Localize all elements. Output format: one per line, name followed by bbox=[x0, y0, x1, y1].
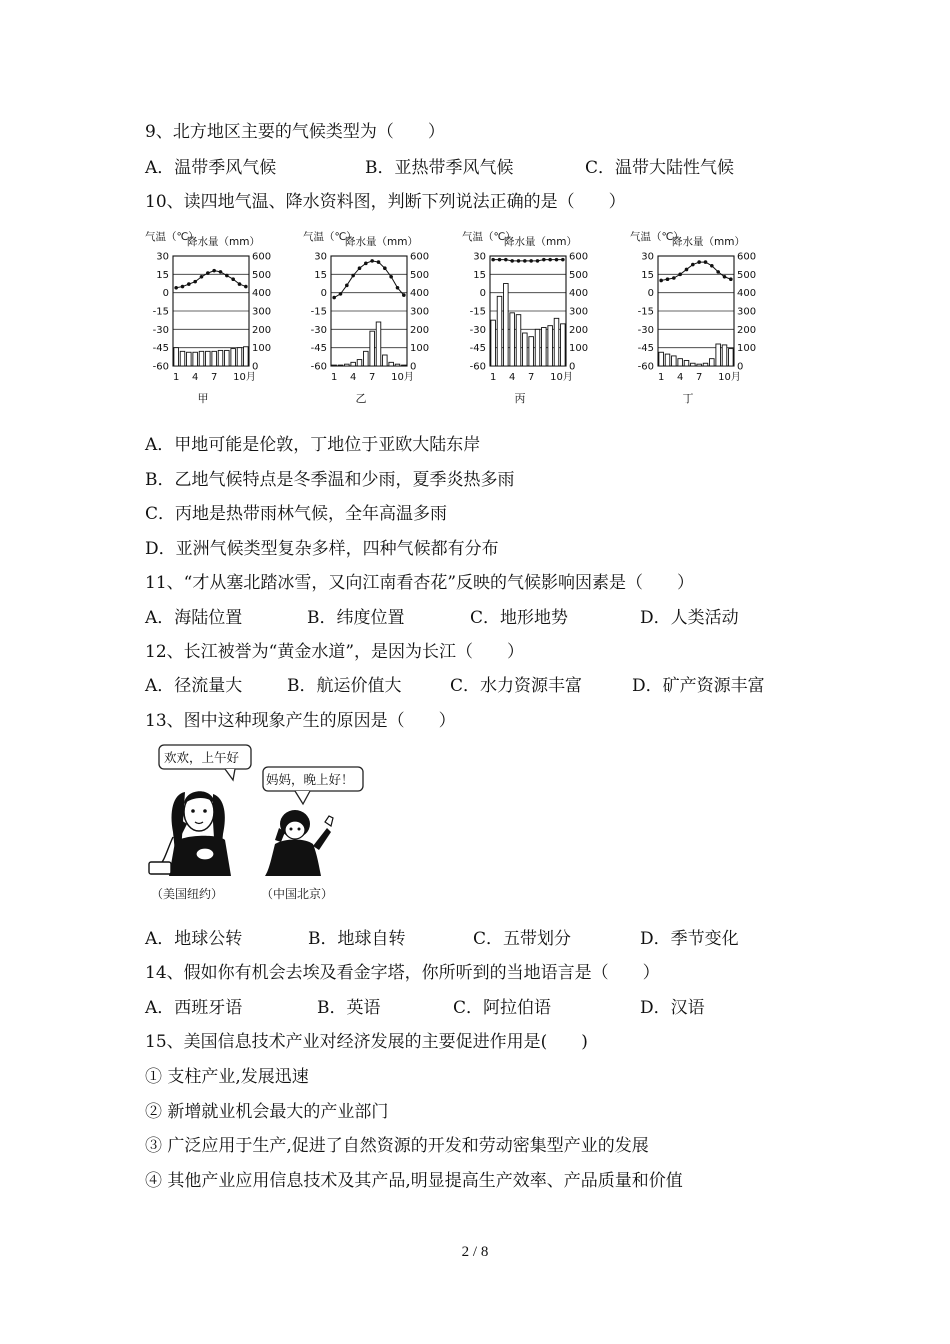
precip-bar bbox=[244, 347, 249, 366]
q10-stem: 10、读四地气温、降水资料图，判断下列说法正确的是（ ） bbox=[145, 192, 626, 212]
precip-bar bbox=[497, 296, 502, 366]
temp-point bbox=[332, 296, 336, 300]
temp-point bbox=[206, 271, 210, 275]
temp-point bbox=[504, 258, 508, 262]
temp-tick-label: 15 bbox=[314, 269, 327, 281]
temp-point bbox=[704, 260, 708, 264]
temp-tick-label: -60 bbox=[469, 361, 486, 373]
q15-item-3: ③ 广泛应用于生产,促进了自然资源的开发和劳动密集型产业的发展 bbox=[145, 1136, 649, 1156]
precip-tick-label: 300 bbox=[737, 306, 757, 318]
q12-option-d[interactable]: D．矿产资源丰富 bbox=[632, 676, 765, 696]
temp-point bbox=[231, 277, 235, 281]
precip-tick-label: 400 bbox=[252, 288, 272, 300]
precip-bar bbox=[332, 365, 337, 366]
temp-tick-label: -15 bbox=[469, 306, 486, 318]
temp-point bbox=[517, 259, 521, 263]
temp-point bbox=[389, 275, 393, 279]
temp-axis-label: 气温（℃） bbox=[145, 231, 199, 243]
temp-point bbox=[377, 260, 381, 264]
precip-bar bbox=[684, 361, 689, 367]
right-bubble-text: 妈妈，晚上好！ bbox=[266, 772, 354, 787]
precip-tick-label: 0 bbox=[569, 361, 576, 373]
precip-tick-label: 500 bbox=[569, 269, 589, 281]
temp-tick-label: -45 bbox=[310, 343, 327, 355]
precip-bar bbox=[710, 359, 715, 366]
precip-tick-label: 500 bbox=[737, 269, 757, 281]
temp-point bbox=[339, 292, 343, 296]
temp-point bbox=[697, 260, 701, 264]
q13-option-c[interactable]: C．五带划分 bbox=[473, 929, 572, 949]
temp-line bbox=[334, 261, 404, 298]
temp-tick-label: -60 bbox=[152, 361, 169, 373]
month-tick-label: 1 bbox=[172, 372, 180, 383]
precip-bar bbox=[364, 351, 369, 366]
precip-bar bbox=[237, 348, 242, 366]
precip-bar bbox=[174, 348, 179, 366]
precip-bar bbox=[672, 356, 677, 366]
precip-bar bbox=[376, 322, 381, 366]
month-tick-label: 7 bbox=[695, 372, 703, 383]
q15-stem: 15、美国信息技术产业对经济发展的主要促进作用是( ) bbox=[145, 1032, 588, 1052]
temp-point bbox=[561, 258, 565, 262]
q10-option-a[interactable]: A．甲地可能是伦敦，丁地位于亚欧大陆东岸 bbox=[145, 435, 481, 455]
precip-tick-label: 0 bbox=[737, 361, 744, 373]
temp-point bbox=[723, 275, 727, 279]
temp-point bbox=[523, 259, 527, 263]
temp-point bbox=[529, 259, 533, 263]
temp-point bbox=[659, 279, 663, 283]
temp-tick-label: 0 bbox=[647, 288, 654, 300]
temp-tick-label: 30 bbox=[156, 251, 169, 263]
precip-bar bbox=[357, 360, 362, 366]
temp-tick-label: -15 bbox=[152, 306, 169, 318]
temp-line bbox=[176, 271, 246, 288]
precip-bar bbox=[548, 326, 553, 366]
temp-point bbox=[666, 277, 670, 281]
temp-tick-label: -45 bbox=[152, 343, 169, 355]
temp-point bbox=[498, 258, 502, 262]
precip-tick-label: 200 bbox=[569, 324, 589, 336]
temp-tick-label: 0 bbox=[320, 288, 327, 300]
q14-stem: 14、假如你有机会去埃及看金字塔，你所听到的当地语言是（ ） bbox=[145, 963, 660, 983]
q9-option-c[interactable]: C．温带大陆性气候 bbox=[585, 158, 735, 178]
q11-option-a[interactable]: A．海陆位置 bbox=[145, 608, 243, 628]
precip-bar bbox=[206, 351, 211, 366]
precip-tick-label: 100 bbox=[737, 343, 757, 355]
precip-tick-label: 200 bbox=[252, 324, 272, 336]
precip-bar bbox=[338, 365, 343, 366]
temp-point bbox=[351, 274, 355, 278]
q15-item-4: ④ 其他产业应用信息技术及其产品,明显提高生产效率、产品质量和价值 bbox=[145, 1171, 683, 1191]
temp-point bbox=[691, 263, 695, 267]
temp-point bbox=[174, 286, 178, 290]
temp-point bbox=[510, 259, 514, 263]
temp-point bbox=[181, 285, 185, 289]
precip-bar bbox=[212, 351, 217, 366]
q14-option-a[interactable]: A．西班牙语 bbox=[145, 998, 243, 1018]
chart-name-label: 乙 bbox=[355, 392, 367, 405]
temp-tick-label: 15 bbox=[641, 269, 654, 281]
temp-point bbox=[383, 266, 387, 270]
temp-point bbox=[672, 276, 676, 280]
precip-bar bbox=[665, 354, 670, 366]
precip-bar bbox=[395, 364, 400, 366]
precip-tick-label: 600 bbox=[569, 251, 589, 263]
precip-bar bbox=[703, 363, 708, 366]
q12-stem: 12、长江被誉为“黄金水道”，是因为长江（ ） bbox=[145, 642, 525, 662]
climate-chart-ding bbox=[630, 228, 757, 406]
temp-tick-label: -60 bbox=[310, 361, 327, 373]
temp-axis-label: 气温（℃） bbox=[462, 231, 516, 243]
q12-option-a[interactable]: A．径流量大 bbox=[145, 676, 243, 696]
temp-line bbox=[661, 262, 731, 280]
precip-bar bbox=[691, 363, 696, 366]
precip-bar bbox=[345, 364, 350, 366]
q9-option-a[interactable]: A．温带季风气候 bbox=[145, 158, 277, 178]
child-on-phone-figure bbox=[265, 810, 333, 876]
q14-option-d[interactable]: D．汉语 bbox=[640, 998, 705, 1018]
precip-bar bbox=[389, 362, 394, 366]
month-tick-label: 10月 bbox=[233, 372, 256, 383]
temp-tick-label: -60 bbox=[637, 361, 654, 373]
temp-axis-label: 气温（℃） bbox=[630, 231, 684, 243]
precip-bar bbox=[370, 331, 375, 366]
q13-stem: 13、图中这种现象产生的原因是（ ） bbox=[145, 711, 456, 731]
temp-point bbox=[685, 268, 689, 272]
time-zone-cartoon bbox=[145, 742, 367, 906]
temp-tick-label: -15 bbox=[637, 306, 654, 318]
precip-bar bbox=[180, 351, 185, 366]
precip-tick-label: 0 bbox=[410, 361, 417, 373]
precip-tick-label: 400 bbox=[569, 288, 589, 300]
precip-bar bbox=[187, 352, 192, 366]
chart-name-label: 丁 bbox=[682, 392, 694, 405]
temp-point bbox=[729, 277, 733, 281]
temp-point bbox=[555, 258, 559, 262]
precip-bar bbox=[402, 365, 407, 366]
q13-option-b[interactable]: B．地球自转 bbox=[308, 929, 406, 949]
month-tick-label: 7 bbox=[527, 372, 535, 383]
month-tick-label: 1 bbox=[489, 372, 497, 383]
q15-item-2: ② 新增就业机会最大的产业部门 bbox=[145, 1102, 389, 1122]
temp-tick-label: -45 bbox=[469, 343, 486, 355]
precip-axis-label: 降水量（mm） bbox=[504, 236, 577, 248]
q12-option-c[interactable]: C．水力资源丰富 bbox=[450, 676, 583, 696]
precip-tick-label: 100 bbox=[410, 343, 430, 355]
month-tick-label: 4 bbox=[191, 372, 199, 383]
precip-bar bbox=[491, 320, 496, 366]
precip-bar bbox=[516, 315, 521, 366]
precip-bar bbox=[678, 359, 683, 366]
temp-point bbox=[542, 258, 546, 262]
right-caption: （中国北京） bbox=[261, 887, 334, 901]
temp-point bbox=[345, 284, 349, 288]
precip-tick-label: 100 bbox=[569, 343, 589, 355]
temp-tick-label: -15 bbox=[310, 306, 327, 318]
q12-option-b[interactable]: B．航运价值大 bbox=[287, 676, 402, 696]
temp-point bbox=[358, 266, 362, 270]
climate-chart-yi bbox=[303, 228, 430, 406]
temp-point bbox=[678, 273, 682, 277]
q11-option-d[interactable]: D．人类活动 bbox=[640, 608, 739, 628]
q10-option-d[interactable]: D．亚洲气候类型复杂多样，四种气候都有分布 bbox=[145, 539, 499, 559]
temp-point bbox=[710, 264, 714, 268]
temp-point bbox=[219, 270, 223, 274]
temp-tick-label: -30 bbox=[637, 324, 654, 336]
month-tick-label: 1 bbox=[657, 372, 665, 383]
precip-tick-label: 300 bbox=[252, 306, 272, 318]
q10-option-c[interactable]: C．丙地是热带雨林气候，全年高温多雨 bbox=[145, 504, 448, 524]
precip-tick-label: 600 bbox=[410, 251, 430, 263]
precip-tick-label: 0 bbox=[252, 361, 259, 373]
woman-on-phone-figure bbox=[149, 791, 231, 876]
temp-tick-label: 15 bbox=[156, 269, 169, 281]
precip-bar bbox=[504, 284, 509, 367]
precip-tick-label: 200 bbox=[737, 324, 757, 336]
q14-option-c[interactable]: C．阿拉伯语 bbox=[453, 998, 552, 1018]
precip-bar bbox=[659, 352, 664, 366]
precip-bar bbox=[722, 345, 727, 366]
precip-bar bbox=[383, 355, 388, 366]
precip-bar bbox=[523, 333, 528, 366]
temp-point bbox=[187, 282, 191, 286]
temp-point bbox=[238, 282, 242, 286]
telephone-icon bbox=[149, 862, 171, 874]
temp-tick-label: 15 bbox=[473, 269, 486, 281]
temp-point bbox=[225, 274, 229, 278]
temp-tick-label: 30 bbox=[473, 251, 486, 263]
precip-axis-label: 降水量（mm） bbox=[187, 236, 260, 248]
temp-point bbox=[402, 293, 406, 297]
q14-option-b[interactable]: B．英语 bbox=[317, 998, 381, 1018]
precip-bar bbox=[218, 350, 223, 366]
precip-bar bbox=[542, 328, 547, 367]
precip-bar bbox=[510, 313, 515, 366]
temp-point bbox=[244, 285, 248, 289]
q15-item-1: ① 支柱产业,发展迅速 bbox=[145, 1067, 309, 1087]
temp-point bbox=[548, 258, 552, 262]
q13-option-d[interactable]: D．季节变化 bbox=[640, 929, 739, 949]
month-tick-label: 7 bbox=[368, 372, 376, 383]
temp-tick-label: -45 bbox=[637, 343, 654, 355]
temp-point bbox=[716, 270, 720, 274]
month-tick-label: 7 bbox=[210, 372, 218, 383]
temp-point bbox=[193, 280, 197, 284]
temp-tick-label: -30 bbox=[310, 324, 327, 336]
precip-bar bbox=[535, 329, 540, 366]
precip-tick-label: 200 bbox=[410, 324, 430, 336]
month-tick-label: 1 bbox=[330, 372, 338, 383]
temp-line bbox=[493, 260, 563, 261]
temp-tick-label: -30 bbox=[469, 324, 486, 336]
q11-option-b[interactable]: B．纬度位置 bbox=[307, 608, 405, 628]
temp-tick-label: 30 bbox=[641, 251, 654, 263]
climate-chart-bing bbox=[462, 228, 589, 406]
precip-tick-label: 400 bbox=[410, 288, 430, 300]
precip-tick-label: 400 bbox=[737, 288, 757, 300]
precip-tick-label: 300 bbox=[410, 306, 430, 318]
temp-point bbox=[200, 275, 204, 279]
temp-tick-label: -30 bbox=[152, 324, 169, 336]
month-tick-label: 10月 bbox=[550, 372, 573, 383]
precip-bar bbox=[716, 344, 721, 366]
month-tick-label: 4 bbox=[508, 372, 516, 383]
precip-bar bbox=[697, 364, 702, 366]
precip-bar bbox=[225, 350, 230, 366]
chart-name-label: 丙 bbox=[514, 392, 526, 405]
precip-bar bbox=[529, 337, 534, 366]
precip-bar bbox=[729, 349, 734, 366]
temp-tick-label: 0 bbox=[162, 288, 169, 300]
chart-name-label: 甲 bbox=[197, 392, 209, 405]
precip-tick-label: 300 bbox=[569, 306, 589, 318]
page-number: 2 / 8 bbox=[461, 1244, 489, 1260]
precip-axis-label: 降水量（mm） bbox=[672, 236, 745, 248]
temp-tick-label: 30 bbox=[314, 251, 327, 263]
precip-tick-label: 600 bbox=[252, 251, 272, 263]
temp-point bbox=[396, 286, 400, 290]
month-tick-label: 10月 bbox=[718, 372, 741, 383]
q11-option-c[interactable]: C．地形地势 bbox=[470, 608, 569, 628]
left-bubble-text: 欢欢，上午好 bbox=[164, 750, 240, 765]
precip-tick-label: 600 bbox=[737, 251, 757, 263]
temp-point bbox=[364, 262, 368, 266]
left-caption: （美国纽约） bbox=[151, 887, 224, 901]
precip-bar bbox=[231, 349, 236, 366]
precip-bar bbox=[554, 318, 559, 366]
q13-option-a[interactable]: A．地球公转 bbox=[145, 929, 243, 949]
precip-bar bbox=[193, 352, 198, 366]
q9-option-b[interactable]: B．亚热带季风气候 bbox=[365, 158, 514, 178]
q11-stem: 11、“才从塞北踏冰雪，又向江南看杏花”反映的气候影响因素是（ ） bbox=[145, 573, 695, 593]
precip-bar bbox=[561, 324, 566, 366]
temp-tick-label: 0 bbox=[479, 288, 486, 300]
precip-axis-label: 降水量（mm） bbox=[345, 236, 418, 248]
q9-stem: 9、北方地区主要的气候类型为（ ） bbox=[145, 122, 445, 142]
precip-tick-label: 500 bbox=[252, 269, 272, 281]
precip-tick-label: 100 bbox=[252, 343, 272, 355]
month-tick-label: 4 bbox=[349, 372, 357, 383]
precip-bar bbox=[351, 362, 356, 366]
temp-point bbox=[491, 258, 495, 262]
precip-tick-label: 500 bbox=[410, 269, 430, 281]
precip-bar bbox=[199, 351, 204, 366]
temp-point bbox=[370, 259, 374, 263]
month-tick-label: 10月 bbox=[391, 372, 414, 383]
temp-point bbox=[212, 269, 216, 273]
temp-point bbox=[536, 259, 540, 263]
q10-option-b[interactable]: B．乙地气候特点是冬季温和少雨，夏季炎热多雨 bbox=[145, 470, 515, 490]
temp-axis-label: 气温（℃） bbox=[303, 231, 357, 243]
climate-chart-jia bbox=[145, 228, 272, 406]
month-tick-label: 4 bbox=[676, 372, 684, 383]
